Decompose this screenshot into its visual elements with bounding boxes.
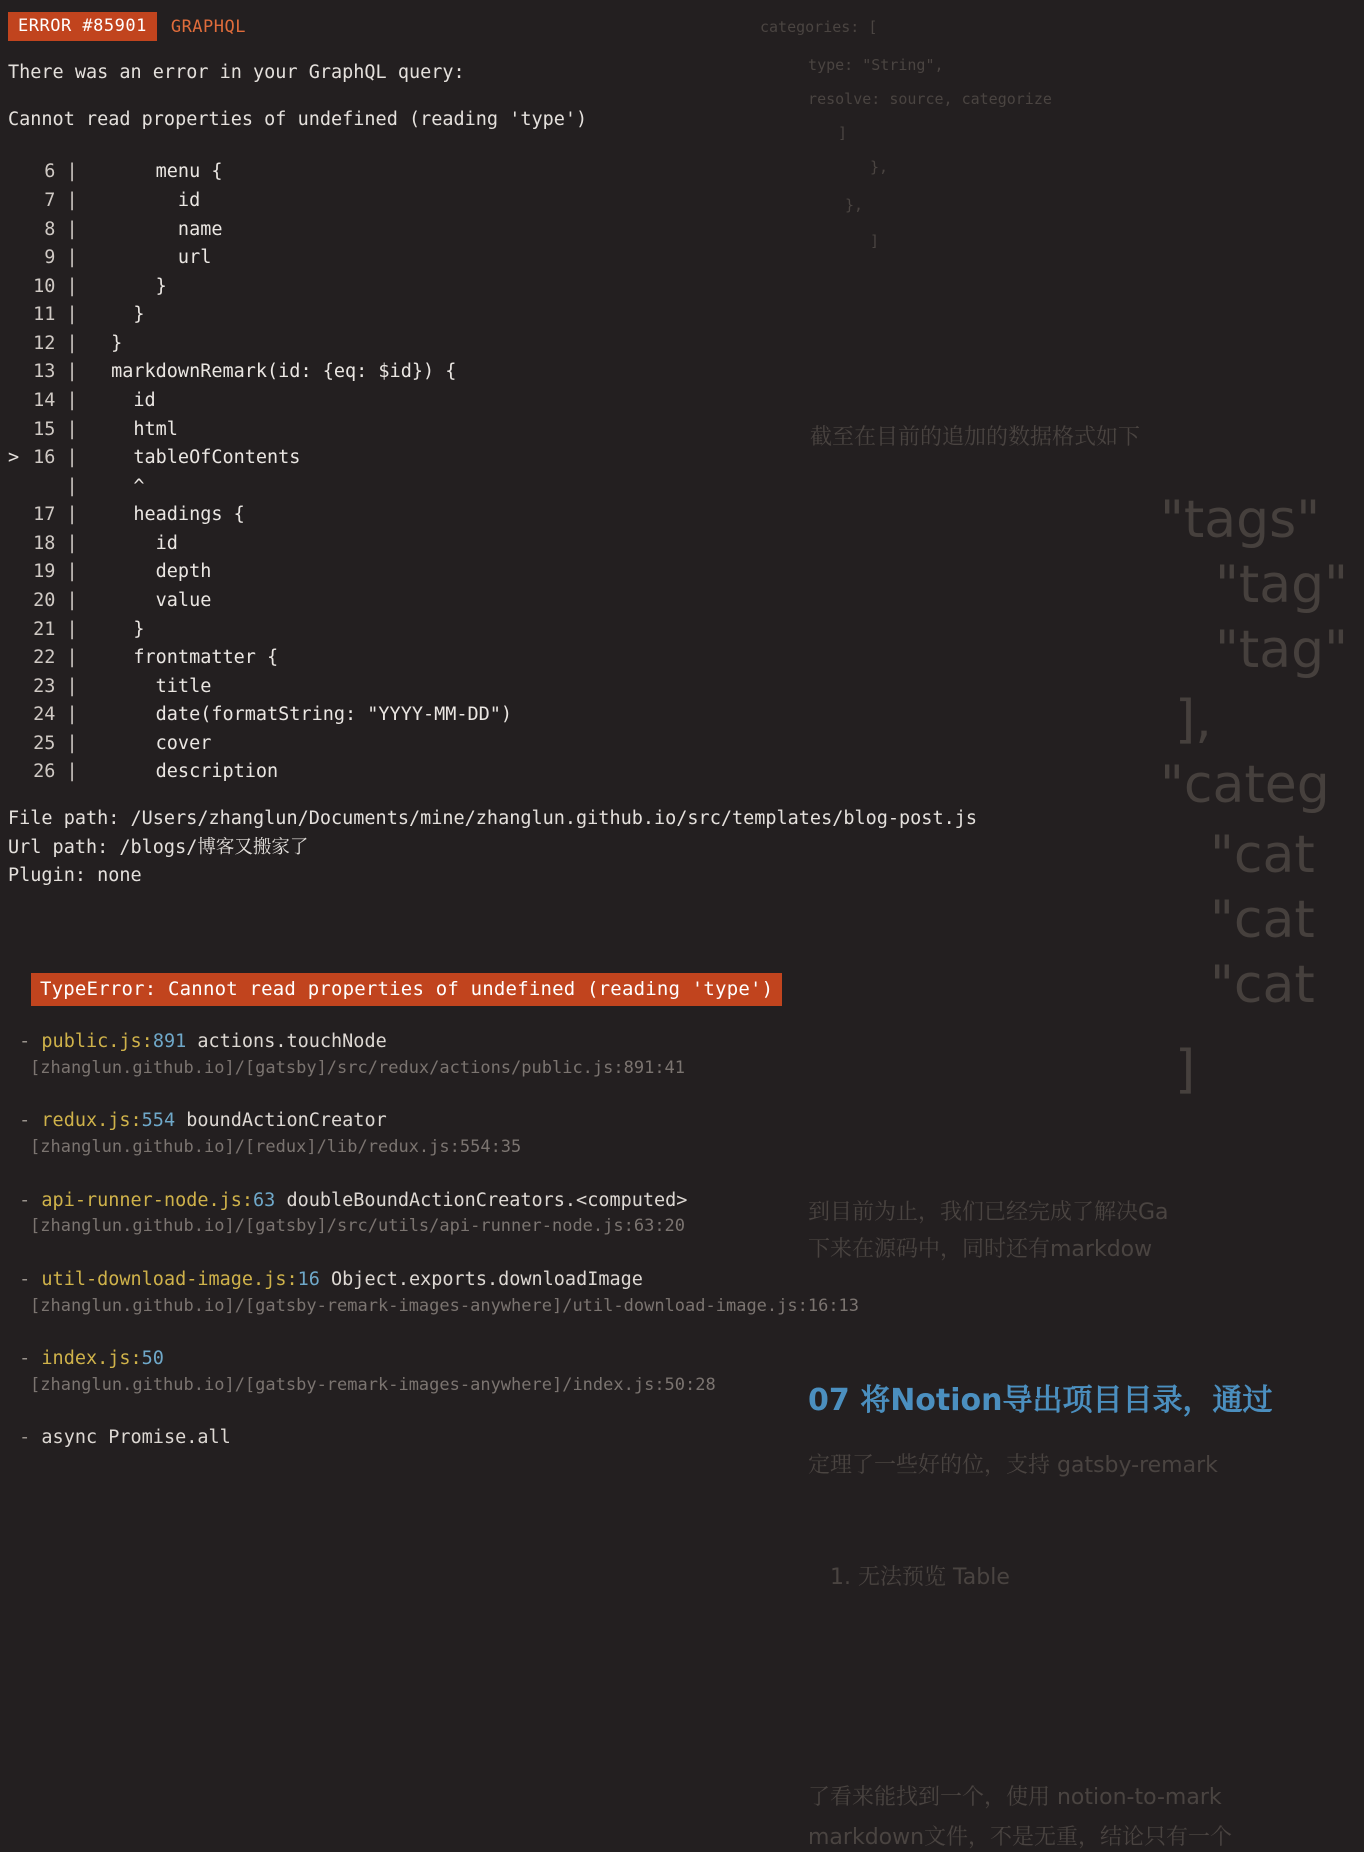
stack-frame-function: doubleBoundActionCreators.<computed> [275, 1189, 688, 1211]
code-line-number: 25 | [22, 732, 89, 754]
bullet-dash-icon: - [8, 1110, 42, 1132]
stack-frame-function: boundActionCreator [175, 1110, 387, 1132]
code-line-number: 7 | [22, 189, 89, 211]
stack-frame-line-number: 891 [152, 1031, 187, 1053]
code-line-number: 16 | [22, 447, 89, 469]
ghost-code-1: type: "String", [790, 56, 944, 74]
code-line-marker [8, 216, 22, 245]
code-line-text: title [88, 675, 212, 697]
code-line [8, 387, 1356, 416]
ghost-note-5: "categ [1160, 755, 1330, 815]
bullet-dash-icon: - [8, 1427, 42, 1449]
stack-frame-line-number: 16 [297, 1268, 320, 1290]
code-line-text: headings { [88, 504, 245, 526]
stack-frame-function: actions.touchNode [186, 1031, 387, 1053]
error-kind-label: GRAPHQL [170, 16, 246, 37]
graphql-code-block [0, 152, 1364, 787]
code-line-marker [8, 158, 22, 187]
code-line-text: value [88, 590, 212, 612]
code-line-number: 18 | [22, 532, 89, 554]
code-line [8, 501, 1356, 530]
code-line-number: 13 | [22, 361, 89, 383]
bullet-dash-icon: - [8, 1268, 42, 1290]
code-line-number: 14 | [22, 389, 89, 411]
stack-frame-path: [zhanglun.github.io]/[redux]/lib/redux.js:554:35 [30, 1137, 522, 1158]
ghost-note-13: 定理了一些好的位，支持 gatsby-remark [808, 1453, 1218, 1478]
code-line [8, 587, 1356, 616]
code-line-number: 17 | [22, 504, 89, 526]
code-line-text: date(formatString: "YYYY-MM-DD") [88, 704, 513, 726]
code-line-marker [8, 501, 22, 530]
file-path-row: File path: /Users/zhanglun/Documents/mine/zhanglun.github.io/src/templates/blog-post.js [8, 808, 978, 830]
code-line-text: } [88, 332, 123, 354]
code-line-text: name [88, 218, 223, 240]
code-line-number: 9 | [22, 247, 89, 269]
ghost-code-0: categories: [ [760, 18, 878, 36]
ghost-note-8: "cat [1210, 955, 1315, 1015]
code-line [8, 758, 1356, 787]
stack-frame-line-number: 50 [141, 1348, 164, 1370]
stack-frame-header [8, 1345, 1356, 1373]
ghost-note-1: "tags" [1160, 490, 1321, 550]
ghost-code-2: resolve: source, categorize [790, 90, 1052, 108]
code-line-number: 10 | [22, 275, 89, 297]
code-line [8, 301, 1356, 330]
code-line-marker [8, 187, 22, 216]
code-line [8, 244, 1356, 273]
url-path-row: Url path: /blogs/博客又搬家了 [8, 836, 309, 858]
code-line-marker [8, 530, 22, 559]
code-line-text: id [88, 389, 156, 411]
error-header [0, 0, 1364, 41]
stack-frame-header [8, 1266, 1356, 1294]
code-line-number: 21 | [22, 618, 89, 640]
code-line [8, 273, 1356, 302]
stack-frame-line-number: 63 [253, 1189, 276, 1211]
code-line-marker [8, 416, 22, 445]
code-line-marker [8, 273, 22, 302]
code-line [8, 730, 1356, 759]
code-line-text: markdownRemark(id: {eq: $id}) { [88, 361, 457, 383]
stack-frame-separator: : [130, 1110, 142, 1132]
stack-frame [8, 1424, 1356, 1452]
stack-frame-header [8, 1424, 1356, 1452]
code-line-number: 23 | [22, 675, 89, 697]
ghost-note-9: ] [1175, 1040, 1196, 1100]
bullet-dash-icon: - [8, 1031, 42, 1053]
error-id-badge: ERROR #85901 [8, 12, 157, 41]
code-line-marker [8, 358, 22, 387]
code-line-marker [8, 330, 22, 359]
stack-frame-path: [zhanglun.github.io]/[gatsby-remark-images-anywhere]/index.js:50:28 [30, 1374, 716, 1395]
code-line [8, 616, 1356, 645]
code-line-marker [8, 244, 22, 273]
code-line [8, 358, 1356, 387]
ghost-note-16: markdown文件，不是无重，结论只有一个 [808, 1825, 1233, 1850]
code-line-text: } [88, 304, 145, 326]
code-line [8, 701, 1356, 730]
ghost-code-6: ] [870, 232, 880, 250]
stack-frame [8, 1266, 1356, 1319]
stack-frame [8, 1028, 1356, 1081]
code-line-number: 20 | [22, 590, 89, 612]
code-line-marker [8, 587, 22, 616]
code-line-text: url [88, 247, 212, 269]
ghost-note-15: 了看来能找到一个，使用 notion-to-mark [808, 1785, 1222, 1810]
error-intro-line: There was an error in your GraphQL query: [8, 62, 465, 83]
code-line-text: frontmatter { [88, 647, 279, 669]
code-line-number: 26 | [22, 761, 89, 783]
ghost-code-5: }, [845, 196, 864, 214]
ghost-note-4: ], [1175, 690, 1212, 750]
code-line-marker [8, 558, 22, 587]
stack-frame [8, 1107, 1356, 1160]
code-line-text: tableOfContents [88, 447, 301, 469]
code-line [8, 473, 1356, 502]
code-line-number: 22 | [22, 647, 89, 669]
stack-frame-line-number: 554 [141, 1110, 176, 1132]
code-line-text: cover [88, 732, 212, 754]
stack-frame [8, 1345, 1356, 1398]
code-line [8, 330, 1356, 359]
type-error-badge: TypeError: Cannot read properties of undefined (reading 'type') [31, 973, 782, 1006]
code-line-marker [8, 730, 22, 759]
code-line-number: 11 | [22, 304, 89, 326]
ghost-note-7: "cat [1210, 890, 1315, 950]
stack-frame-separator: : [286, 1268, 298, 1290]
code-line [8, 558, 1356, 587]
code-line-text: menu { [88, 161, 223, 183]
ghost-code-3: ] [820, 124, 848, 142]
ghost-note-2: "tag" [1215, 555, 1349, 615]
code-line-marker: > [8, 447, 20, 469]
code-line-number: 6 | [22, 161, 89, 183]
stack-frame-file: redux.js [41, 1110, 131, 1132]
code-line [8, 530, 1356, 559]
stack-frame-file: index.js [41, 1348, 131, 1370]
bullet-dash-icon: - [8, 1348, 42, 1370]
code-line-text: description [88, 761, 279, 783]
code-line-marker [8, 701, 22, 730]
ghost-note-3: "tag" [1215, 620, 1349, 680]
code-line-text: html [88, 418, 178, 440]
code-line-number: 24 | [22, 704, 89, 726]
ghost-note-0: 截至在目前的追加的数据格式如下 [810, 425, 1141, 450]
bullet-dash-icon: - [8, 1189, 42, 1211]
code-line-text: } [88, 275, 167, 297]
code-line-marker [8, 301, 22, 330]
ghost-note-6: "cat [1210, 825, 1315, 885]
plugin-row: Plugin: none [8, 865, 142, 887]
code-line-number: 8 | [22, 218, 89, 240]
code-line-number: | [22, 475, 89, 497]
stack-trace [0, 1006, 1364, 1452]
code-line [8, 444, 1356, 473]
stack-frame-file: public.js [41, 1031, 142, 1053]
code-line-text: id [88, 189, 201, 211]
ghost-note-11: 到目前为止，我们已经完成了解决Ga [808, 1200, 1169, 1225]
code-line-marker [8, 616, 22, 645]
error-message-line: Cannot read properties of undefined (reading 'type') [8, 108, 588, 130]
ghost-code-4: }, [870, 158, 889, 176]
code-line-marker [8, 473, 22, 502]
stack-frame-header [8, 1187, 1356, 1215]
stack-frame-separator: : [241, 1189, 254, 1211]
code-line-marker [8, 387, 22, 416]
code-line [8, 158, 1356, 187]
stack-frame-async-label: async Promise.all [41, 1427, 231, 1449]
stack-frame-file: util-download-image.js [41, 1268, 287, 1290]
code-line [8, 673, 1356, 702]
code-line-text: depth [88, 561, 212, 583]
code-line [8, 187, 1356, 216]
stack-frame-function: Object.exports.downloadImage [319, 1268, 643, 1290]
stack-frame-path: [zhanglun.github.io]/[gatsby-remark-images-anywhere]/util-download-image.js:16:13 [30, 1295, 860, 1316]
code-line-marker [8, 758, 22, 787]
code-line [8, 216, 1356, 245]
stack-frame-file: api-runner-node.js [41, 1189, 242, 1211]
code-line [8, 644, 1356, 673]
code-line-number: 15 | [22, 418, 89, 440]
stack-frame-header [8, 1107, 1356, 1135]
error-meta [0, 805, 1364, 891]
code-line-text: ^ [88, 475, 145, 497]
code-line-number: 19 | [22, 561, 89, 583]
code-line [8, 416, 1356, 445]
stack-frame [8, 1187, 1356, 1240]
stack-frame-separator: : [141, 1031, 153, 1053]
code-line-text: id [88, 532, 178, 554]
ghost-note-10: 07 将Notion导出项目目录，通过 [808, 1383, 1273, 1418]
stack-frame-separator: : [130, 1348, 142, 1370]
code-line-text: } [88, 618, 145, 640]
ghost-note-14: 1. 无法预览 Table [830, 1565, 1010, 1590]
stack-frame-path: [zhanglun.github.io]/[gatsby]/src/redux/actions/public.js:891:41 [30, 1057, 686, 1078]
stack-frame-header [8, 1028, 1356, 1056]
stack-frame-path: [zhanglun.github.io]/[gatsby]/src/utils/api-runner-node.js:63:20 [30, 1216, 686, 1237]
code-line-marker [8, 673, 22, 702]
code-line-marker [8, 644, 22, 673]
ghost-note-12: 下来在源码中，同时还有markdow [808, 1237, 1153, 1262]
code-line-number: 12 | [22, 332, 89, 354]
